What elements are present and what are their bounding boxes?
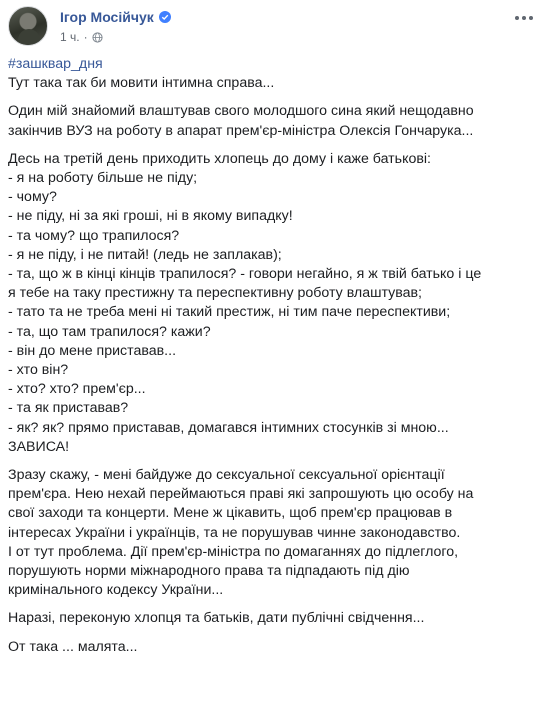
text-line: Наразі, переконую хлопця та батьків, дати публічні свідчення... — [8, 610, 425, 627]
text-line: - хто? хто? прем'єр... — [8, 381, 146, 398]
meta-separator: · — [83, 30, 88, 44]
text-line: я тебе на таку престижну та переспективну роботу влаштував; — [8, 285, 422, 302]
hashtag-link[interactable]: #зашквар_дня — [8, 56, 103, 72]
text-line: Тут така так би мовити інтимна справа... — [8, 75, 275, 92]
post-paragraph — [8, 609, 540, 628]
text-line: Один мій знайомий влаштував свого молодшого сина який нещодавно — [8, 103, 474, 120]
post-timestamp[interactable]: 1 ч. — [60, 30, 80, 44]
text-line: Десь на третій день приходить хлопець до дому і каже батькові: — [8, 150, 431, 167]
text-line: свої заходи та концерти. Мене ж цікавить, щоб прем'єр працював в — [8, 505, 453, 522]
text-line: - не піду, ні за які гроші, ні в якому випадку! — [8, 208, 293, 225]
text-line: - та, що ж в кінці кінців трапилося? - говори негайно, я ж твій батько і це — [8, 266, 482, 283]
text-line: прем'єра. Нею нехай переймаються праві які запрошують цю особу на — [8, 486, 474, 503]
text-line: Зразу скажу, - мені байдуже до сексуальної сексуальної орієнтації — [8, 467, 445, 484]
author-row — [60, 8, 171, 26]
text-line: інтересах України і українців, та не порушував чинне законодавство. — [8, 524, 461, 541]
text-line: закінчив ВУЗ на роботу в апарат прем'єр-міністра Олексія Гончарука... — [8, 122, 474, 139]
text-line: ЗАВИСА! — [8, 438, 70, 455]
post-paragraph — [8, 102, 540, 140]
text-line: - я не піду, і не питай! (ледь не заплакав); — [8, 246, 282, 263]
post-meta — [60, 30, 103, 44]
text-line: кримінального кодексу України... — [8, 582, 224, 599]
text-line: - як? як? прямо приставав, домагався інтимних стосунків зі мною... — [8, 419, 449, 436]
avatar[interactable] — [8, 6, 48, 46]
text-line: От така ... малята... — [8, 638, 138, 655]
post-paragraph — [8, 466, 540, 600]
text-line: - тато та не треба мені ні такий престиж, ні тим паче переспективи; — [8, 304, 451, 321]
post-header — [8, 6, 540, 46]
author-name[interactable]: Ігор Мосійчук — [60, 9, 154, 25]
text-line: - чому? — [8, 189, 57, 206]
post-paragraph — [8, 150, 540, 457]
text-line: - та чому? що трапилося? — [8, 227, 180, 244]
hashtag-paragraph — [8, 55, 540, 74]
post-text — [8, 55, 540, 657]
text-line: - хто він? — [8, 362, 69, 379]
globe-icon — [92, 32, 103, 43]
text-line: - він до мене приставав... — [8, 342, 177, 359]
text-line: порушують норми міжнародного права та підпадають під дію — [8, 563, 410, 580]
text-line: - та, що там трапилося? кажи? — [8, 323, 211, 340]
text-line: - я на роботу більше не піду; — [8, 170, 198, 187]
verified-badge-icon — [159, 11, 171, 23]
text-line: - та як приставав? — [8, 400, 129, 417]
post-paragraph — [8, 74, 540, 93]
post-paragraph — [8, 638, 540, 657]
text-line: І от тут проблема. Дії прем'єр-міністра по домаганнях до підлеглого, — [8, 543, 459, 560]
post-paragraphs — [8, 74, 540, 657]
more-options-icon[interactable] — [514, 8, 534, 28]
